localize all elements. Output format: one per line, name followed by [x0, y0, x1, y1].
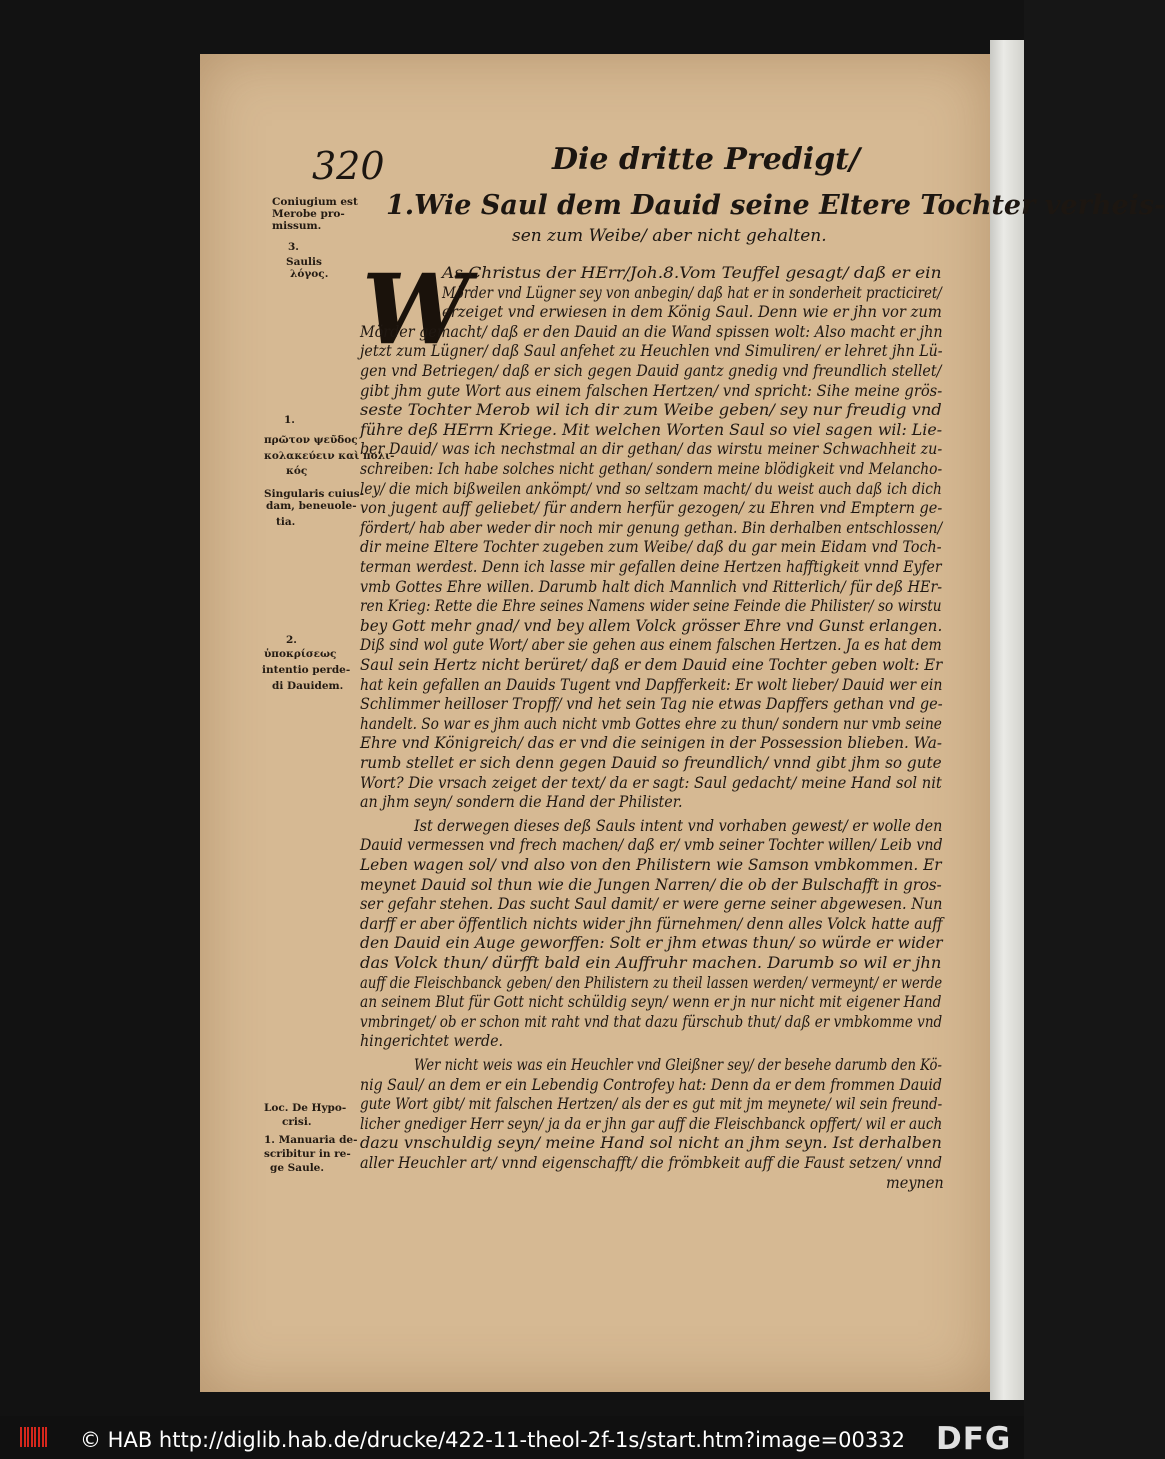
body-line: bey Gott mehr gnad/ vnd bey allem Volck grösser Ehre vnd Gunst erlangen.	[360, 616, 943, 635]
margin-note: ὑποκρίσεως	[264, 648, 337, 660]
margin-note: πρῶτον ψεῦδος	[264, 434, 358, 446]
body-line: Leben wagen sol/ vnd also von den Philistern wie Samson vmbkommen. Er	[360, 856, 942, 874]
running-head: Die dritte Predigt/	[552, 142, 860, 177]
body-line: gute Wort gibt/ mit falschen Hertzen/ als der es gut mit jm meynete/ wil sein freund-	[360, 1095, 943, 1114]
margin-note: di Dauidem.	[272, 680, 344, 692]
body-line: Wort? Die vrsach zeiget der text/ da er sagt: Saul gedacht/ meine Hand sol nit	[360, 773, 942, 792]
body-line: jetzt zum Lügner/ daß Saul anfehet zu Heuchlen vnd Simuliren/ er lehret jhn Lü-	[360, 342, 943, 361]
body-line: darff er aber öffentlich nichts wider jhn fürnehmen/ denn alles Volck hatte auff	[360, 914, 943, 933]
margin-note: 1.	[284, 414, 295, 426]
body-line: gibt jhm gute Wort aus einem falschen Hertzen/ vnd spricht: Sihe meine grös-	[360, 381, 943, 400]
body-line: fördert/ hab aber weder dir noch mir genung gethan. Bin derhalben entschlossen/	[360, 518, 943, 537]
margin-note: 2.	[286, 634, 297, 646]
body-line: Dauid vermessen vnd frech machen/ daß er/ vmb seiner Tochter willen/ Leib vnd	[360, 836, 943, 855]
body-line: dir meine Eltere Tochter zugeben zum Weibe/ daß du gar mein Eidam vnd Toch-	[360, 538, 942, 557]
margin-note: tia.	[276, 516, 296, 528]
body-line: auff die Fleischbanck geben/ den Philistern zu theil lassen werden/ vermeynt/ er werde	[360, 973, 943, 992]
margin-note: Singularis cuius-	[264, 488, 364, 500]
drop-cap-initial: W	[362, 253, 470, 366]
barcode-bar	[31, 1427, 33, 1447]
margin-note: 1. Manuaria de-	[264, 1134, 358, 1146]
body-line: licher gnediger Herr seyn/ ja da er jhn gar auff die Fleischbanck opffert/ wil er auch	[360, 1114, 943, 1133]
body-line: ser gefahr stehen. Das sucht Saul damit/ er were gerne seiner abgewesen. Nun	[360, 895, 943, 914]
body-line: erzeiget vnd erwiesen in dem König Saul. Denn wie er jhn vor zum	[442, 303, 942, 322]
margin-note: missum.	[272, 220, 322, 232]
body-line: vmbringet/ ob er schon mit raht vnd that dazu fürschub thut/ daß er vmbkomme vnd	[360, 1012, 943, 1031]
margin-note: intentio perde-	[262, 664, 351, 676]
body-line: ber Dauid/ was ich nechstmal an dir gethan/ das wirstu meiner Schwachheit zu-	[360, 440, 943, 459]
margin-note: Saulis	[286, 256, 322, 268]
body-line: schreiben: Ich habe solches nicht gethan/ sondern meine blödigkeit vnd Melancho-	[360, 460, 943, 478]
body-line: rumb stellet er sich denn gegen Dauid so freundlich/ vnnd gibt jhm so gute	[360, 754, 942, 772]
body-line: seste Tochter Merob wil ich dir zum Weibe geben/ sey nur freudig vnd	[360, 401, 942, 420]
margin-note: scribitur in re-	[264, 1148, 351, 1160]
body-line: gen vnd Betriegen/ daß er sich gegen Dauid gantz gnedig vnd freundlich stellet/	[360, 362, 942, 380]
barcode-bar	[45, 1427, 47, 1447]
margin-note: dam, beneuole-	[266, 500, 357, 512]
body-line: aller Heuchler art/ vnnd eigenschafft/ die frömbkeit auff die Faust setzen/ vnnd	[360, 1154, 943, 1172]
margin-note: κός	[286, 465, 308, 477]
body-line: Diß sind wol gute Wort/ aber sie gehen aus einem falschen Hertzen. Ja es hat dem	[360, 636, 942, 655]
section-heading-line-1: 1.Wie Saul dem Dauid seine Eltere Tochter verheis-	[386, 190, 1165, 221]
adjacent-page-edge	[990, 40, 1024, 1400]
body-line: hingerichtet werde.	[360, 1032, 504, 1051]
dfg-logo: DFG	[936, 1421, 1012, 1457]
body-line: Mörder vnd Lügner sey von anbegin/ daß hat er in sonderheit practiciret/	[442, 283, 942, 302]
body-line: von jugent auff geliebet/ für andern herfür gezogen/ zu Ehren vnd Emptern ge-	[360, 499, 943, 518]
barcode-bar	[42, 1427, 44, 1447]
body-line: vmb Gottes Ehre willen. Darumb halt dich Mannlich vnd Ritterlich/ für deß HEr-	[360, 577, 943, 596]
body-line: das Volck thun/ dürfft bald ein Auffruhr machen. Darumb so wil er jhn	[360, 954, 942, 972]
margin-note: 3.	[288, 241, 299, 253]
margin-note: ge Saule.	[270, 1162, 325, 1174]
body-line: As Christus der HErr/Joh.8.Vom Teuffel gesagt/ daß er ein	[442, 264, 942, 282]
body-line: handelt. So war es jhm auch nicht vmb Gottes ehre zu thun/ sondern nur vmb seine	[360, 714, 942, 733]
body-line: Saul sein Hertz nicht berüret/ daß er dem Dauid eine Tochter geben wolt: Er	[360, 656, 943, 674]
body-line: terman werdest. Denn ich lasse mir gefallen deine Hertzen hafftigkeit vnnd Eyfer	[360, 558, 942, 576]
copyright-url[interactable]: © HAB http://diglib.hab.de/drucke/422-11-theol-2f-1s/start.htm?image=00332	[80, 1428, 905, 1452]
barcode-icon	[20, 1427, 48, 1447]
margin-note: crisi.	[282, 1116, 312, 1128]
margin-note: Loc. De Hypo-	[264, 1102, 347, 1114]
body-line: Schlimmer heilloser Tropff/ vnd het sein Tag nie etwas Dapffers gethan vnd ge-	[360, 695, 943, 714]
body-line: führe deß HErrn Kriege. Mit welchen Worten Saul so viel sagen wil: Lie-	[360, 420, 943, 439]
margin-note: λόγος.	[290, 268, 329, 280]
margin-note: κολακεύειν καὶ πολι-	[264, 450, 395, 462]
body-line: ley/ die mich bißweilen ankömpt/ vnd so seltzam macht/ du weist auch daß ich dich	[360, 479, 942, 498]
body-line: Wer nicht weis was ein Heuchler vnd Gleißner sey/ der besehe darumb den Kö-	[414, 1056, 942, 1074]
body-line: an jhm seyn/ sondern die Hand der Philister.	[360, 793, 683, 812]
barcode-bar	[34, 1427, 36, 1447]
body-line: meynen	[886, 1173, 944, 1192]
body-line: hat kein gefallen an Dauids Tugent vnd Dapfferkeit: Er wolt lieber/ Dauid wer ein	[360, 675, 943, 694]
barcode-bar	[24, 1427, 26, 1447]
page-number: 320	[312, 144, 385, 188]
section-heading-line-2: sen zum Weibe/ aber nicht gehalten.	[512, 226, 827, 246]
body-line: den Dauid ein Auge geworffen: Solt er jhm etwas thun/ so würde er wider	[360, 934, 943, 953]
body-line: Ehre vnd Königreich/ das er vnd die seinigen in der Possession blieben. Wa-	[360, 734, 942, 753]
body-line: ren Krieg: Rette die Ehre seines Namens wider seine Feinde die Philister/ so wirstu	[360, 597, 942, 616]
body-line: meynet Dauid sol thun wie die Jungen Narren/ die ob der Bulschafft in gros-	[360, 875, 942, 894]
barcode-bar	[27, 1427, 29, 1447]
body-line: dazu vnschuldig seyn/ meine Hand sol nicht an jhm seyn. Ist derhalben	[360, 1134, 942, 1153]
barcode-bar	[38, 1427, 40, 1447]
margin-note: Merobe pro-	[272, 208, 345, 220]
barcode-bar	[20, 1427, 22, 1447]
body-line: Ist derwegen dieses deß Sauls intent vnd vorhaben gewest/ er wolle den	[414, 816, 943, 835]
margin-note: Coniugium est	[272, 196, 358, 208]
body-line: an seinem Blut für Gott nicht schüldig seyn/ wenn er jn nur nicht mit eigener Hand	[360, 993, 942, 1012]
body-line: Mörder gemacht/ daß er den Dauid an die Wand spissen wolt: Also macht er jhn	[360, 322, 943, 341]
body-line: nig Saul/ an dem er ein Lebendig Controfey hat: Denn da er dem frommen Dauid	[360, 1075, 942, 1094]
